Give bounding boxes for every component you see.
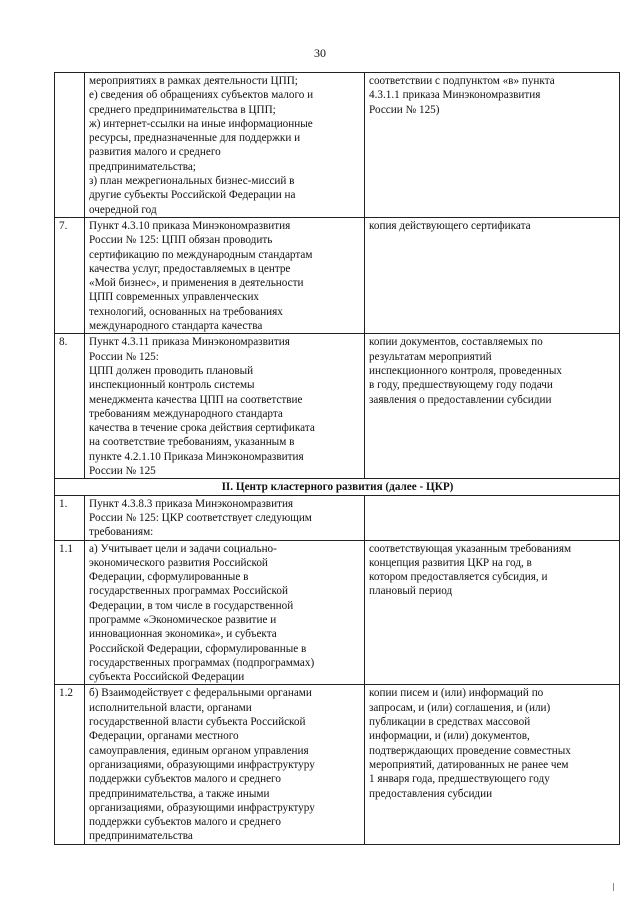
section-title: II. Центр кластерного развития (далее - ЦКР) xyxy=(55,479,620,495)
requirement-cell-line: а) Учитывает цели и задачи социально- xyxy=(89,542,277,555)
requirement-cell-line: требованиям международного стандарта xyxy=(89,407,283,420)
document-cell-line: концепция развития ЦКР на год, в xyxy=(369,556,532,569)
requirement-cell-line: технологий, основанных на требованиях xyxy=(89,305,283,318)
row-number: 1.2 xyxy=(55,685,85,844)
requirement-cell-line: на соответствие требованиям, указанным в xyxy=(89,436,295,449)
requirement-cell-line: государственных программах (подпрограммах) xyxy=(89,656,315,669)
requirement-cell-line: России № 125 xyxy=(89,465,156,478)
document-cell xyxy=(365,540,620,685)
requirement-cell-line: очередной год xyxy=(89,203,157,216)
requirement-cell xyxy=(85,685,365,844)
row-number: 8. xyxy=(55,334,85,479)
requirement-cell-line: Пункт 4.3.11 приказа Минэкономразвития xyxy=(89,336,290,349)
requirement-cell-line: России № 125: xyxy=(89,350,159,363)
requirement-cell xyxy=(85,73,365,218)
document-cell xyxy=(365,334,620,479)
section-header-row xyxy=(55,479,620,495)
requirement-cell-line: государственных программах Российской xyxy=(89,585,288,598)
requirement-cell-line: среднего предпринимательства в ЦПП; xyxy=(89,103,276,116)
requirement-cell xyxy=(85,540,365,685)
table-row xyxy=(55,495,620,540)
requirement-cell-line: самоуправления, единым органом управления xyxy=(89,744,309,757)
requirement-cell-line: инновационная экономика», и субъекта xyxy=(89,628,277,641)
document-cell-line: подтверждающих проведение совместных xyxy=(369,744,571,757)
document-cell-line: в году, предшествующему году подачи xyxy=(369,379,553,392)
document-cell-line: запросам, и (или) соглашения, и (или) xyxy=(369,701,551,714)
requirement-cell-line: Пункт 4.3.10 приказа Минэкономразвития xyxy=(89,219,291,232)
requirement-cell-line: Федерации, органами местного xyxy=(89,730,239,743)
row-number: 7. xyxy=(55,217,85,333)
document-cell-line: результатам мероприятий xyxy=(369,350,492,363)
requirement-cell-line: исполнительной власти, органами xyxy=(89,701,252,714)
requirement-cell-line: требованиям: xyxy=(89,526,154,539)
table-row xyxy=(55,334,620,479)
document-cell-line: 4.3.1.1 приказа Минэкономразвития xyxy=(369,89,541,102)
requirement-cell-line: ресурсы, предназначенные для поддержки и xyxy=(89,132,301,145)
table-row xyxy=(55,685,620,844)
document-cell-line: копии документов, составляемых по xyxy=(369,336,543,349)
document-cell-line: инспекционного контроля, проведенных xyxy=(369,364,562,377)
document-cell-line: предоставления субсидии xyxy=(369,787,493,800)
document-cell-line: информации, и (или) документов, xyxy=(369,730,530,743)
document-cell xyxy=(365,495,620,540)
requirement-cell-line: организациями, образующими инфраструктуру xyxy=(89,801,315,814)
table-row xyxy=(55,217,620,333)
requirement-cell-line: б) Взаимодействует с федеральными органами xyxy=(89,687,312,700)
requirement-cell-line: качества услуг, предоставляемых в центре xyxy=(89,262,291,275)
requirement-cell-line: России № 125: ЦПП обязан проводить xyxy=(89,234,273,247)
requirement-cell-line: субъекта Российской Федерации xyxy=(89,671,245,684)
requirement-cell-line: экономического развития Российской xyxy=(89,556,268,569)
requirement-cell-line: программе «Экономическое развитие и xyxy=(89,613,277,626)
requirement-cell-line: поддержки субъектов малого и среднего xyxy=(89,773,281,786)
requirement-cell-line: развития малого и среднего xyxy=(89,146,221,159)
document-cell xyxy=(365,73,620,218)
table-row xyxy=(55,540,620,685)
requirement-cell-line: ЦПП должен проводить плановый xyxy=(89,364,254,377)
requirement-cell-line: качества в течение срока действия сертификата xyxy=(89,422,315,435)
requirement-cell-line: ЦПП современных управленческих xyxy=(89,291,260,304)
requirement-cell-line: поддержки субъектов малого и среднего xyxy=(89,816,281,829)
requirement-cell-line: сертификацию по международным стандартам xyxy=(89,248,313,261)
requirement-cell-line: другие субъекты Российской Федерации на xyxy=(89,189,296,202)
document-cell-line: публикации в средствах массовой xyxy=(369,716,531,729)
requirement-cell xyxy=(85,495,365,540)
document-cell-line: соответствии с подпунктом «в» пункта xyxy=(369,75,555,87)
requirement-cell-line: инспекционный контроль системы xyxy=(89,379,255,392)
requirement-cell-line: ж) интернет-ссылки на иные информационные xyxy=(89,117,313,130)
requirement-cell-line: Пункт 4.3.8.3 приказа Минэкономразвития xyxy=(89,497,294,510)
document-cell xyxy=(365,217,620,333)
document-cell-line: котором предоставляется субсидия, и xyxy=(369,571,548,584)
requirement-cell xyxy=(85,334,365,479)
requirement-cell-line: «Мой бизнес», и применения в деятельности xyxy=(89,277,304,290)
document-cell xyxy=(365,685,620,844)
requirement-cell-line: Российской Федерации, сформулированные в xyxy=(89,642,307,655)
table-row xyxy=(55,73,620,218)
row-number: 1.1 xyxy=(55,540,85,685)
requirement-cell-line: организациями, образующими инфраструктуру xyxy=(89,758,315,771)
document-cell-line: России № 125) xyxy=(369,103,440,116)
document-cell-line: соответствующая указанным требованиям xyxy=(369,542,572,555)
requirement-cell-line: государственной власти субъекта Российской xyxy=(89,716,306,729)
requirement-cell-line: Федерации, сформулированные в xyxy=(89,571,249,584)
requirement-cell xyxy=(85,217,365,333)
requirement-cell-line: мероприятиях в рамках деятельности ЦПП; xyxy=(89,75,298,87)
document-cell-line: 1 января года, предшествующего году xyxy=(369,773,550,786)
requirement-cell-line: е) сведения об обращениях субъектов малого и xyxy=(89,89,314,102)
document-cell-line: копии писем и (или) информаций по xyxy=(369,687,544,700)
requirements-table xyxy=(54,72,620,845)
requirement-cell-line: менеджмента качества ЦПП на соответствие xyxy=(89,393,303,406)
requirement-cell-line: предпринимательства xyxy=(89,830,193,843)
row-number: 1. xyxy=(55,495,85,540)
scan-mark xyxy=(613,883,614,891)
requirement-cell-line: з) план межрегиональных бизнес-миссий в xyxy=(89,175,295,188)
requirement-cell-line: России № 125: ЦКР соответствует следующим xyxy=(89,511,312,524)
row-number xyxy=(55,73,85,218)
document-cell-line: плановый период xyxy=(369,585,453,598)
document-cell-line: мероприятий, датированных не ранее чем xyxy=(369,758,569,771)
table-body xyxy=(55,73,620,845)
page-number: 30 xyxy=(314,46,326,60)
requirement-cell-line: Федерации, в том числе в государственной xyxy=(89,599,294,612)
requirement-cell-line: предпринимательства, а также иными xyxy=(89,787,270,800)
requirement-cell-line: международного стандарта качества xyxy=(89,320,263,333)
requirement-cell-line: предпринимательства; xyxy=(89,160,196,173)
requirement-cell-line: пункте 4.2.1.10 Приказа Минэкономразвития xyxy=(89,450,304,463)
document-cell-line: копия действующего сертификата xyxy=(369,219,531,232)
document-cell-line: заявления о предоставлении субсидии xyxy=(369,393,552,406)
